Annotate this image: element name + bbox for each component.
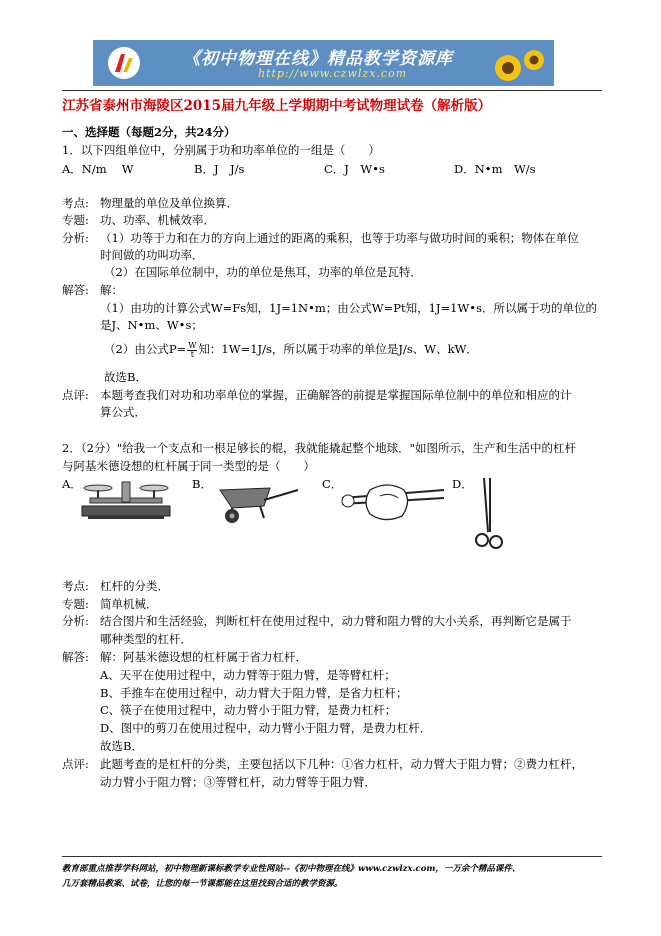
- header-rule: [62, 90, 602, 91]
- q1-option-c: C．J W•s: [324, 162, 385, 176]
- q2-stem-line: 2．（2分）"给我一个支点和一根足够长的棍，我就能撬起整个地球．"如图所示，生产和生活中的杠杆: [62, 441, 576, 455]
- q1-fenxi-line: （1）功等于力和在力的方向上通过的距离的乘积，也等于功率与做功时间的乘积；物体在单位: [100, 231, 579, 245]
- wheelbarrow-image: [210, 476, 300, 524]
- q2-option-a-label: A．: [62, 477, 82, 491]
- q1-dianping-label: 点评:: [62, 388, 89, 402]
- q1-dianping-line: 本题考查我们对功和功率单位的掌握，正确解答的前提是掌握国际单位制中的单位和相应的计: [100, 388, 572, 402]
- banner-url: http://www.czwlzx.com: [258, 67, 408, 80]
- balance-scale-image: [78, 476, 174, 520]
- q2-jieda-line: D、图中的剪刀在使用过程中，动力臂小于阻力臂，是费力杠杆．: [100, 721, 432, 735]
- q1-jieda-formula-suffix: 知：1W=1J/s，所以属于功率的单位是J/s、W、kW．: [198, 342, 478, 356]
- scissors-image: [470, 476, 506, 556]
- fraction-denominator: t: [190, 349, 194, 359]
- q1-option-b: B．J J/s: [194, 162, 245, 176]
- q1-fenxi-line: （2）在国际单位制中，功的单位是焦耳，功率的单位是瓦特．: [104, 265, 422, 279]
- q2-fenxi-line: 结合图片和生活经验，判断杠杆在使用过程中，动力臂和阻力臂的大小关系，再判断它是属于: [100, 614, 572, 628]
- q1-jieda-formula: [104, 341, 478, 359]
- q1-jieda-line: （1）由功的计算公式W=Fs知，1J=1N•m；由公式W=Pt知，1J=1W•s．所以属于功的单位的: [100, 301, 597, 315]
- footer-line: 几万套精品教案、试卷，让您的每一节课都能在这里找到合适的教学资源。: [62, 879, 343, 889]
- q2-zhuanti: 简单机械．: [100, 597, 158, 611]
- q1-stem: 1．以下四组单位中，分别属于功和功率单位的一组是（ ）: [62, 143, 380, 157]
- q2-dianping-line: 此题考查的是杠杆的分类，主要包括以下几种：①省力杠杆，动力臂大于阻力臂；②费力杠杆，: [100, 757, 583, 771]
- q1-kaodian-label: 考点:: [62, 196, 89, 210]
- q2-zhuanti-label: 专题:: [62, 597, 89, 611]
- fraction-numerator: W: [188, 340, 197, 350]
- q2-jieda-line: B、手推车在使用过程中，动力臂大于阻力臂，是省力杠杆；: [100, 686, 408, 700]
- chopsticks-image: [340, 480, 445, 524]
- footer-rule: [62, 856, 602, 857]
- q1-zhuanti-label: 专题:: [62, 213, 89, 227]
- sunflower-icon: [488, 46, 548, 86]
- q1-option-d: D．N•m W/s: [454, 162, 536, 176]
- q2-fenxi-line: 哪种类型的杠杆．: [100, 632, 192, 646]
- q2-kaodian: 杠杆的分类．: [100, 579, 169, 593]
- q1-zhuanti: 功、功率、机械效率．: [100, 213, 215, 227]
- header-banner: [93, 40, 554, 86]
- q2-option-d-label: D．: [452, 477, 473, 491]
- q1-jieda-line: 是J、N•m、W•s；: [100, 318, 203, 332]
- q1-kaodian: 物理量的单位及单位换算．: [100, 196, 238, 210]
- q2-dianping-line: 动力臂小于阻力臂；③等臂杠杆，动力臂等于阻力臂．: [100, 775, 376, 789]
- footer-line: 教育部重点推荐学科网站，初中物理新课标教学专业性网站--《初中物理在线》www.czwlzx.com，一万余个精品课件、: [62, 864, 521, 874]
- q2-jieda-line: 解：阿基米德设想的杠杆属于省力杠杆．: [100, 650, 307, 664]
- q1-jieda-formula-prefix: （2）由公式P=: [104, 342, 187, 356]
- q1-jieda-line: 解：: [100, 283, 123, 297]
- q1-fenxi-label: 分析:: [62, 231, 89, 245]
- q2-kaodian-label: 考点:: [62, 579, 89, 593]
- section-heading: 一、选择题（每题2分，共24分）: [62, 125, 236, 139]
- banner-title: 《初中物理在线》精品教学资源库: [183, 49, 453, 69]
- q2-option-b-label: B．: [192, 477, 212, 491]
- q2-dianping-label: 点评:: [62, 757, 89, 771]
- q1-jieda-label: 解答:: [62, 283, 89, 297]
- fraction-w-over-t: [187, 342, 197, 359]
- q1-option-a: A．N/m W: [62, 162, 134, 176]
- q1-answer: 故选B．: [104, 370, 147, 384]
- q2-fenxi-label: 分析:: [62, 614, 89, 628]
- q2-jieda-line: C、筷子在使用过程中，动力臂小于阻力臂，是费力杠杆；: [100, 703, 397, 717]
- document-title: 江苏省泰州市海陵区2015届九年级上学期期中考试物理试卷（解析版）: [62, 98, 492, 114]
- q2-answer: 故选B．: [100, 739, 143, 753]
- q1-fenxi-line: 时间做的功叫功率．: [100, 248, 204, 262]
- q2-stem-line: 与阿基米德设想的杠杆属于同一类型的是（ ）: [62, 459, 315, 473]
- q2-jieda-line: A、天平在使用过程中，动力臂等于阻力臂，是等臂杠杆；: [100, 668, 396, 682]
- q2-jieda-label: 解答:: [62, 650, 89, 664]
- logo-icon: [107, 46, 141, 80]
- q1-dianping-line: 算公式．: [100, 405, 146, 419]
- q2-option-c-label: C．: [322, 477, 343, 491]
